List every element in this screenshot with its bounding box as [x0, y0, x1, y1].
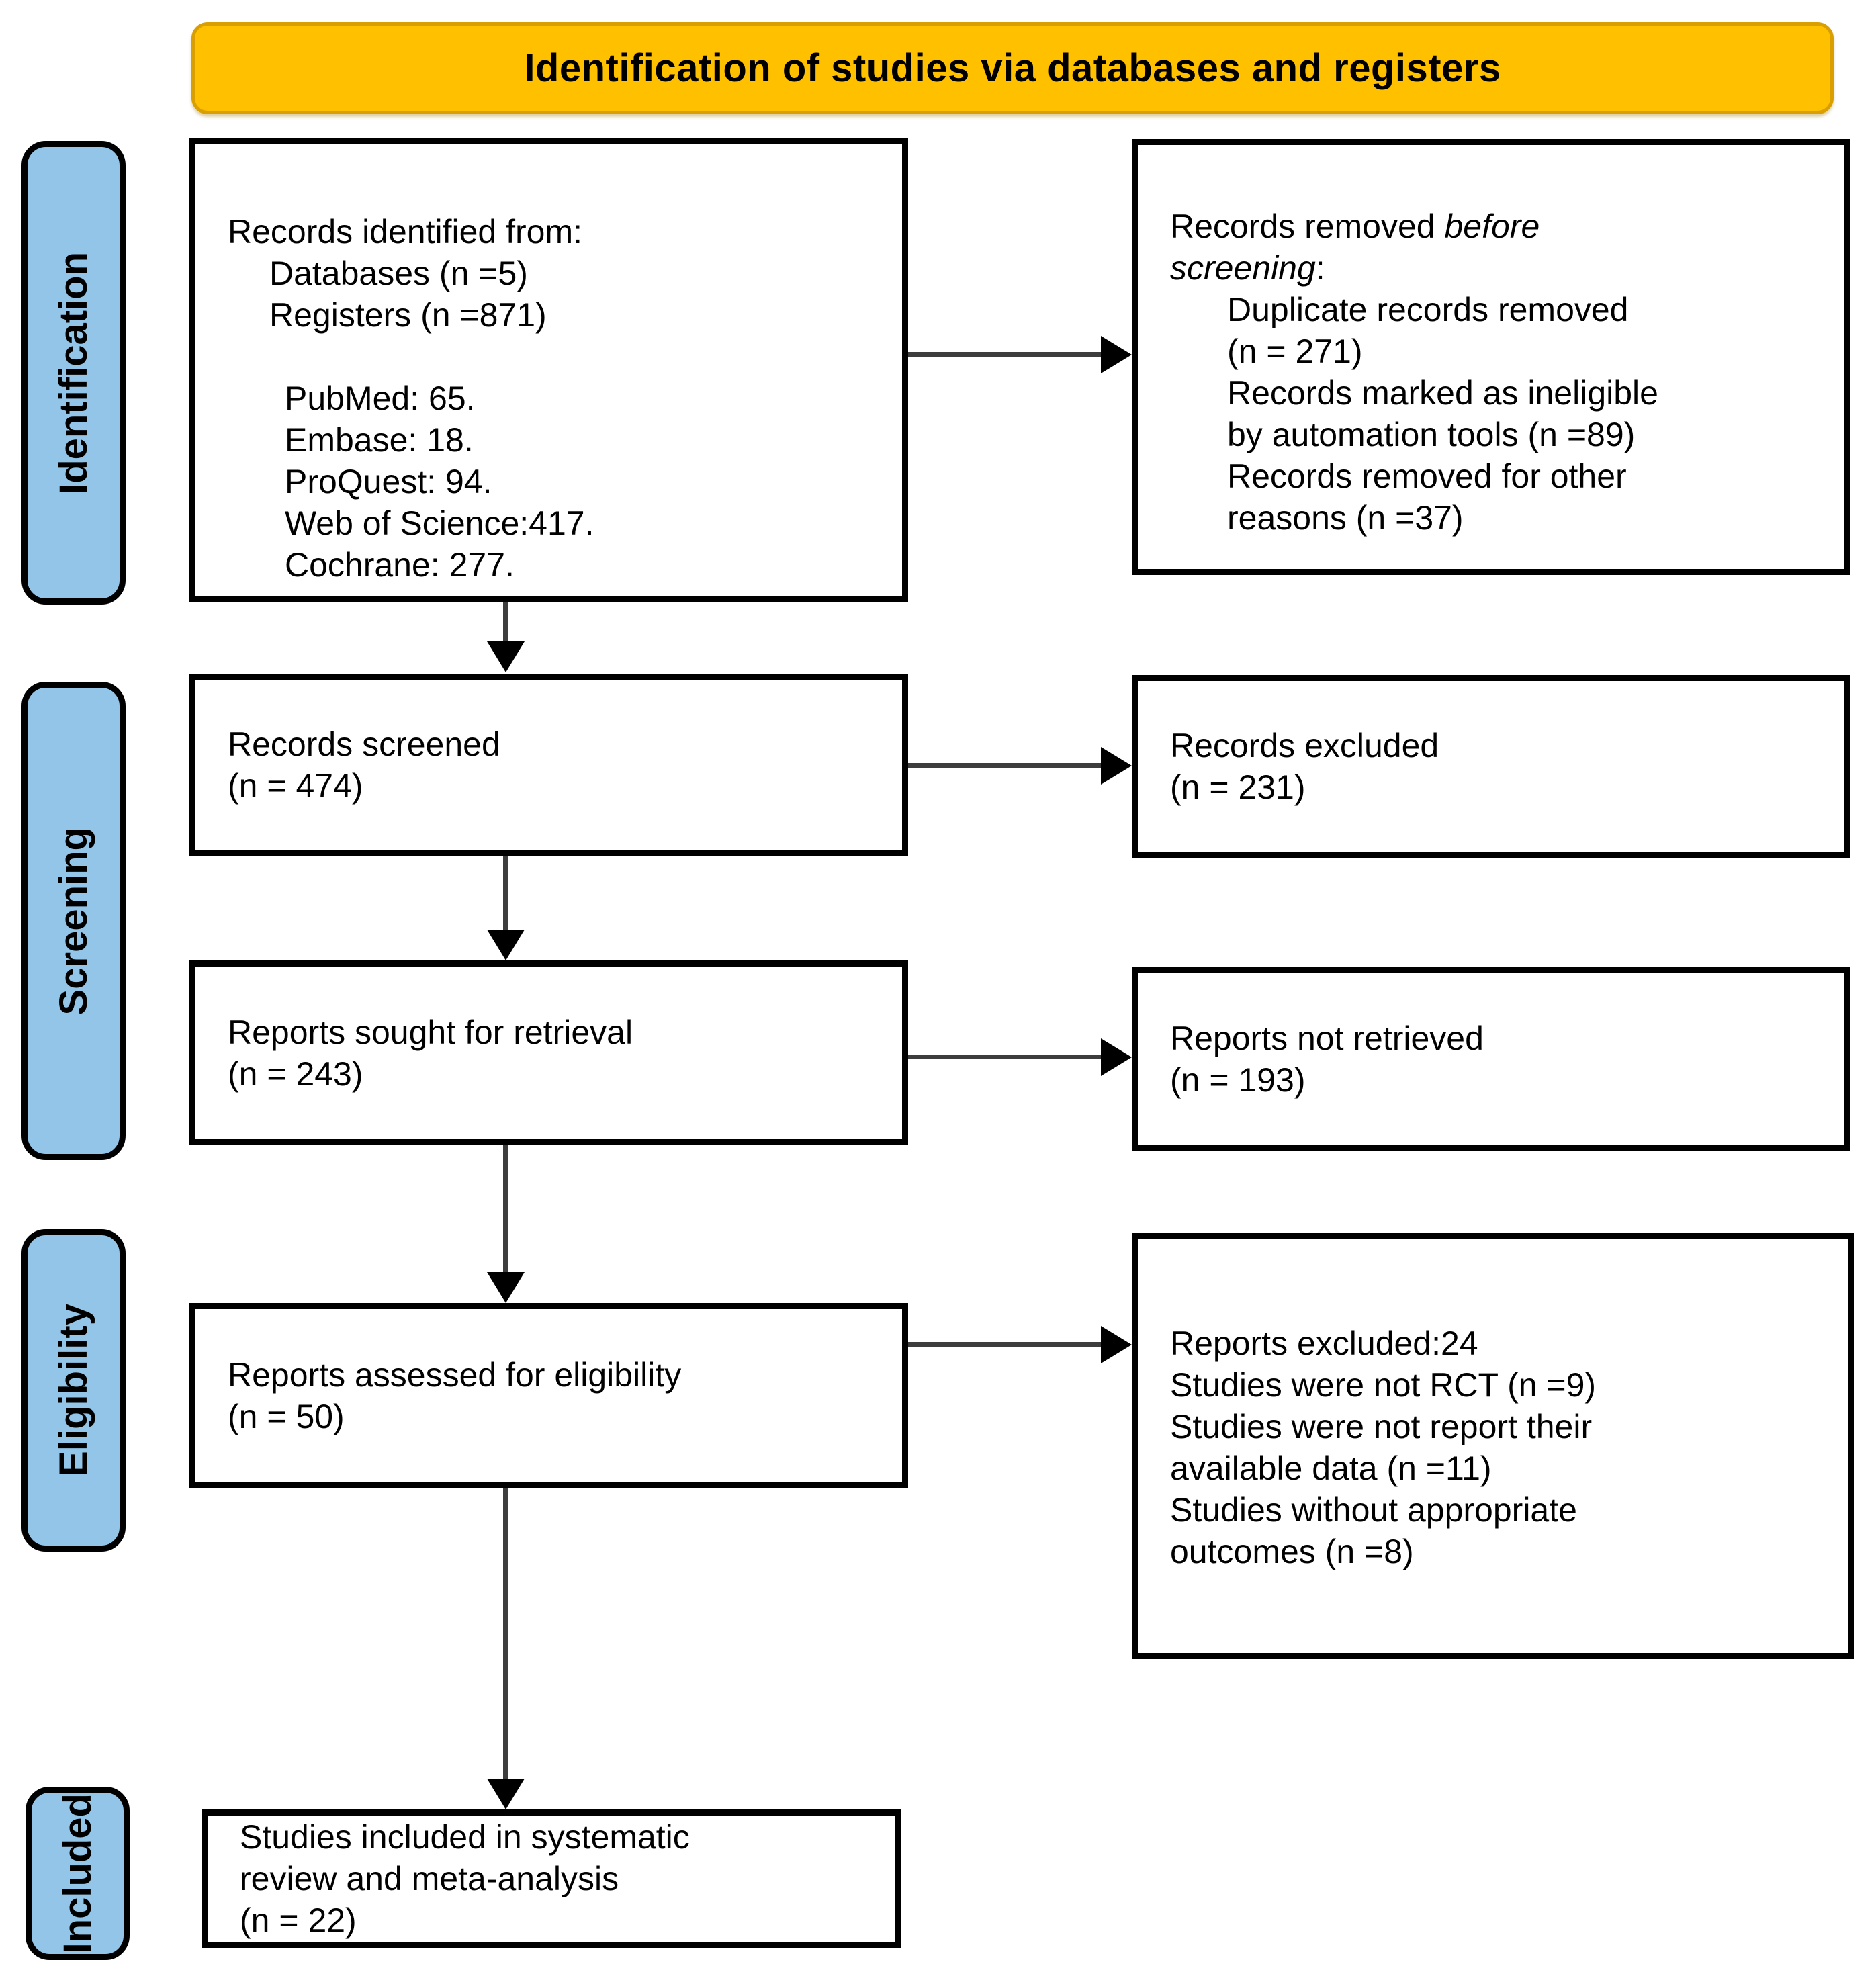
text-segment: Studies were not report their — [1170, 1408, 1593, 1445]
text-line — [1170, 289, 1824, 330]
text-line — [228, 502, 882, 544]
text-segment: before — [1444, 208, 1540, 245]
stage-eligibility — [21, 1229, 126, 1552]
text-line — [1170, 1447, 1828, 1489]
arrow-screened-to-excluded-icon — [908, 763, 1101, 768]
text-line — [228, 544, 882, 586]
arrow-identified-to-screened-icon — [503, 602, 508, 641]
box-records-screened — [189, 674, 908, 856]
text-segment: Registers (n =871) — [269, 296, 547, 334]
text-segment: Studies were not RCT (n =9) — [1170, 1366, 1597, 1404]
text-line — [228, 419, 882, 461]
stage-included-label: Included — [56, 1793, 99, 1954]
text-line — [1170, 1489, 1828, 1531]
box-records-removed-before-screening — [1132, 139, 1850, 575]
text-segment: screening — [1170, 249, 1316, 287]
stage-eligibility-label: Eligibility — [52, 1304, 95, 1477]
text-segment: outcomes (n =8) — [1170, 1533, 1414, 1570]
text-segment: Reports not retrieved — [1170, 1019, 1484, 1057]
stage-screening — [21, 682, 126, 1160]
text-line — [1170, 766, 1824, 808]
box-studies-included — [202, 1809, 901, 1948]
text-line — [1170, 1406, 1828, 1447]
text-segment: (n = 50) — [228, 1397, 345, 1435]
arrow-identified-to-removed-icon — [908, 352, 1101, 357]
text-segment: Reports excluded:24 — [1170, 1325, 1478, 1362]
box-reports-excluded — [1132, 1233, 1854, 1659]
arrow-sought-to-assessed-icon — [503, 1145, 508, 1272]
text-segment: Records marked as ineligible — [1227, 374, 1658, 412]
text-segment: Records identified from: — [228, 213, 583, 251]
text-line — [1170, 455, 1824, 497]
arrow-sought-to-not-retrieved-icon — [908, 1055, 1101, 1059]
stage-identification — [21, 141, 126, 605]
text-line — [1170, 330, 1824, 372]
text-segment: (n = 271) — [1227, 332, 1363, 370]
stage-included — [26, 1787, 130, 1960]
text-line — [240, 1858, 875, 1899]
arrow-screened-to-sought-icon — [503, 856, 508, 930]
text-line — [228, 336, 882, 377]
text-line — [228, 765, 882, 807]
text-segment: (n = 243) — [228, 1055, 363, 1093]
text-line — [1170, 247, 1824, 289]
text-line — [1170, 1323, 1828, 1364]
diagram-title: Identification of studies via databases and registers — [524, 46, 1501, 90]
text-line — [1170, 1059, 1824, 1101]
stage-screening-label: Screening — [52, 826, 95, 1016]
text-line — [228, 1053, 882, 1095]
text-segment: (n = 474) — [228, 766, 363, 805]
text-line — [228, 253, 882, 294]
text-line — [228, 294, 882, 336]
box-reports-assessed — [189, 1303, 908, 1488]
diagram-title-banner — [191, 22, 1834, 114]
text-segment: by automation tools (n =89) — [1227, 416, 1636, 453]
text-segment: Records screened — [228, 725, 500, 763]
text-line — [240, 1816, 875, 1858]
box-records-identified — [189, 138, 908, 602]
text-segment: Web of Science:417. — [285, 504, 594, 542]
text-line — [1170, 1018, 1824, 1059]
box-records-excluded — [1132, 675, 1850, 858]
text-segment: Duplicate records removed — [1227, 291, 1629, 328]
text-line — [228, 211, 882, 253]
text-segment: Reports assessed for eligibility — [228, 1355, 682, 1394]
text-segment: Reports sought for retrieval — [228, 1013, 633, 1051]
text-segment: Records removed for other — [1227, 457, 1627, 495]
arrow-assessed-to-reports-excluded-icon — [908, 1342, 1101, 1347]
text-line — [1170, 1531, 1828, 1572]
text-segment: Studies without appropriate — [1170, 1491, 1577, 1529]
text-line — [1170, 725, 1824, 766]
text-line — [240, 1899, 875, 1941]
text-line — [1170, 497, 1824, 539]
text-line — [228, 723, 882, 765]
text-segment: : — [1315, 249, 1325, 287]
text-segment: ProQuest: 94. — [285, 463, 492, 500]
text-segment: (n = 231) — [1170, 768, 1306, 806]
text-line — [228, 461, 882, 502]
arrow-assessed-to-included-icon — [503, 1488, 508, 1779]
text-line — [228, 1354, 882, 1396]
text-segment: PubMed: 65. — [285, 379, 476, 417]
text-line — [1170, 1364, 1828, 1406]
box-reports-not-retrieved — [1132, 967, 1850, 1151]
text-segment: (n = 22) — [240, 1901, 357, 1939]
text-line — [228, 1396, 882, 1437]
text-segment: review and meta-analysis — [240, 1860, 619, 1897]
text-line — [1170, 414, 1824, 455]
text-segment: Cochrane: 277. — [285, 546, 515, 584]
text-segment: reasons (n =37) — [1227, 499, 1464, 537]
box-reports-sought — [189, 960, 908, 1145]
text-line — [228, 1012, 882, 1053]
text-segment: Records removed — [1170, 208, 1445, 245]
text-line — [1170, 206, 1824, 247]
stage-identification-label: Identification — [52, 251, 95, 494]
text-line — [1170, 372, 1824, 414]
text-segment: Databases (n =5) — [269, 255, 528, 292]
text-segment: available data (n =11) — [1170, 1449, 1492, 1487]
text-segment: Studies included in systematic — [240, 1818, 690, 1856]
text-line — [228, 377, 882, 419]
text-segment: Records excluded — [1170, 727, 1439, 764]
text-segment: (n = 193) — [1170, 1061, 1306, 1099]
text-segment: Embase: 18. — [285, 421, 474, 459]
